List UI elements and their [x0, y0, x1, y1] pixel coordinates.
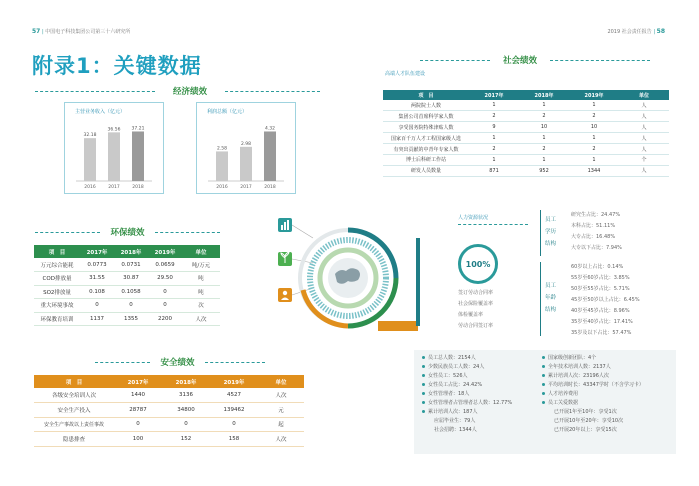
table-cell: 2: [569, 111, 619, 122]
table-cell: 100: [114, 432, 162, 447]
table-cell: 安全生产投入: [34, 403, 114, 418]
table-cell: 1344: [569, 165, 619, 176]
social-left-rule: [420, 60, 490, 61]
safety-col-2018: 2018年: [162, 375, 210, 388]
economic-title: 经济绩效: [172, 87, 207, 97]
table-row: [383, 154, 669, 165]
tick-label: 2016: [84, 185, 96, 190]
profit-chart-box: [196, 102, 296, 194]
hr-sub-label: 人力资源状况: [458, 215, 489, 221]
table-row: [34, 417, 304, 432]
social-col-unit: 单位: [619, 90, 669, 100]
list-item: 员工总人数：2154人: [422, 354, 512, 363]
list-item: 女性员工：526人: [422, 372, 512, 381]
list-item: 累计培训人次：23196人次: [542, 372, 644, 381]
table-cell: 34800: [162, 403, 210, 418]
central-infographic: [268, 208, 428, 348]
table-row: [383, 111, 669, 122]
table-cell: 2: [519, 111, 569, 122]
list-item: 体检覆盖率: [458, 312, 484, 318]
social-sub-label: 高端人才队伍建设: [385, 71, 426, 77]
environment-left-rule: [35, 232, 100, 233]
bar: [132, 131, 144, 181]
safety-right-rule: [205, 362, 265, 363]
table-cell: COD排放量: [34, 272, 80, 286]
hr-rule: [458, 224, 528, 225]
env-col-2019: 2019年: [148, 245, 182, 258]
table-cell: 1: [569, 154, 619, 165]
table-cell: 个: [619, 154, 669, 165]
table-cell: 9: [469, 122, 519, 133]
list-item: 大专占比：16.48%: [571, 234, 616, 240]
table-cell: 0.1058: [114, 285, 148, 299]
economic-right-rule: [225, 91, 320, 92]
list-item: 女性管理者占管理者总人数：12.77%: [422, 399, 512, 408]
list-item: 女性员工占比：24.42%: [422, 381, 512, 390]
list-item: 累计培训人次：187人: [422, 408, 512, 417]
bar: [216, 151, 228, 181]
table-row: [34, 258, 220, 272]
table-cell: 30.87: [114, 272, 148, 286]
list-item: 35岁至40岁占比：17.41%: [571, 319, 633, 325]
list-item: 国家级创新团队：4个: [542, 354, 644, 363]
table-cell: 158: [210, 432, 258, 447]
safety-left-rule: [95, 362, 150, 363]
list-item: 员工关爱数据: [542, 399, 644, 408]
profit-chart-label: 利润总额（亿元）: [207, 109, 248, 115]
table-cell: 2: [469, 111, 519, 122]
right-header-text: 2019 社会责任报告: [607, 29, 652, 35]
bar: [240, 147, 252, 181]
page-title: 附录1：关键数据: [32, 54, 202, 78]
education-label: 员工学历结构: [545, 217, 557, 247]
env-col-2017: 2017年: [80, 245, 114, 258]
table-cell: 1: [469, 133, 519, 144]
list-item: 60岁以上占比：0.14%: [571, 264, 624, 270]
table-cell: 0: [148, 299, 182, 313]
safety-col-2019: 2019年: [210, 375, 258, 388]
data-label: 2.58: [216, 146, 228, 152]
table-cell: 0.108: [80, 285, 114, 299]
table-cell: 1: [569, 133, 619, 144]
table-cell: 1: [469, 100, 519, 111]
hr-rates-list: [458, 288, 528, 332]
stats-left-list: [422, 354, 512, 435]
safety-table: [34, 375, 304, 447]
table-cell: 28787: [114, 403, 162, 418]
table-cell: 4527: [210, 388, 258, 403]
table-cell: 1: [519, 100, 569, 111]
revenue-chart-label: 主营业务收入（亿元）: [75, 109, 126, 115]
table-cell: 0.0731: [114, 258, 148, 272]
age-list: [571, 262, 640, 339]
table-cell: 人: [619, 100, 669, 111]
safety-table-header: [34, 375, 304, 388]
table-cell: 享受国务院特殊津贴人数: [383, 122, 469, 133]
table-row: [383, 165, 669, 176]
table-cell: 万元综合能耗: [34, 258, 80, 272]
stats-right-list: [542, 354, 644, 435]
safety-col-2017: 2017年: [114, 375, 162, 388]
table-row: [383, 100, 669, 111]
bar: [84, 138, 96, 181]
data-label: 2.98: [240, 141, 252, 147]
table-cell: 1440: [114, 388, 162, 403]
tick-label: 2017: [108, 185, 120, 190]
list-item: 40岁至45岁占比：8.96%: [571, 308, 630, 314]
revenue-chart-box: [64, 102, 164, 194]
data-label: 37.21: [131, 126, 145, 132]
data-label: 32.18: [83, 133, 97, 139]
table-cell: 0.0773: [80, 258, 114, 272]
table-cell: 集团公司首席科学家人数: [383, 111, 469, 122]
age-block: [540, 262, 680, 336]
table-cell: 29.50: [148, 272, 182, 286]
chart-icon: [278, 218, 292, 232]
list-item: 社会保险覆盖率: [458, 301, 494, 307]
list-item: 签订劳动合同率: [458, 290, 494, 296]
environment-table: [34, 245, 220, 326]
social-table: [383, 90, 669, 177]
social-title: 社会绩效: [502, 56, 537, 66]
table-cell: 人次: [182, 312, 220, 326]
environment-title: 环保绩效: [110, 228, 145, 238]
hr-percent-circle: [458, 244, 498, 284]
table-cell: 0: [148, 285, 182, 299]
list-item: 劳动合同签订率: [458, 323, 494, 329]
table-cell: 人: [619, 165, 669, 176]
table-cell: 元: [258, 403, 304, 418]
social-col-2019: 2019年: [569, 90, 619, 100]
environment-right-rule: [155, 232, 220, 233]
list-item: 人才培养费用: [542, 390, 644, 399]
table-row: [34, 272, 220, 286]
table-cell: 0: [210, 417, 258, 432]
table-cell: 1355: [114, 312, 148, 326]
education-list: [571, 210, 622, 254]
table-cell: 10: [569, 122, 619, 133]
data-label: 4.32: [264, 126, 276, 132]
left-header: 57 | 中国电子科技集团公司第三十六研究所: [32, 28, 131, 35]
education-block: [540, 210, 670, 256]
table-cell: 有突出贡献的中青年专家人数: [383, 144, 469, 155]
environment-table-header: [34, 245, 220, 258]
table-cell: 吨/万元: [182, 258, 220, 272]
list-item: 50岁至55岁占比：5.71%: [571, 286, 630, 292]
safety-col-unit: 单位: [258, 375, 304, 388]
social-col-2018: 2018年: [519, 90, 569, 100]
table-cell: 0.0659: [148, 258, 182, 272]
table-row: [34, 285, 220, 299]
list-item: 研究生占比：24.47%: [571, 212, 621, 218]
list-item: 少数民族员工人数：24人: [422, 363, 512, 372]
table-cell: 隐患排查: [34, 432, 114, 447]
table-cell: 1: [569, 100, 619, 111]
table-cell: 吨: [182, 272, 220, 286]
list-item: 55岁至60岁占比：3.85%: [571, 275, 630, 281]
worker-icon: [278, 288, 292, 302]
list-item: 已开展10年至20年：享受10次: [554, 418, 624, 424]
table-cell: 952: [519, 165, 569, 176]
table-cell: 环保教育培训: [34, 312, 80, 326]
list-item: 已开展20年以上：享受15次: [554, 427, 617, 433]
list-item: 社会招聘：1344人: [434, 427, 477, 433]
table-cell: 人: [619, 133, 669, 144]
tick-label: 2018: [132, 185, 144, 190]
table-cell: 国家百千万人才工程国家级人选: [383, 133, 469, 144]
table-cell: 3136: [162, 388, 210, 403]
table-cell: 重大环境事故: [34, 299, 80, 313]
table-cell: SO2排放量: [34, 285, 80, 299]
table-cell: 人: [619, 144, 669, 155]
table-cell: 10: [519, 122, 569, 133]
list-item: 女性管理者：18人: [422, 390, 512, 399]
tick-label: 2017: [240, 185, 252, 190]
table-row: [34, 432, 304, 447]
social-right-rule: [550, 60, 650, 61]
table-row: [383, 122, 669, 133]
hr-percent-value: 100%: [465, 259, 491, 269]
safety-title: 安全绩效: [160, 358, 195, 368]
table-cell: 152: [162, 432, 210, 447]
table-cell: 人: [619, 122, 669, 133]
table-cell: 次: [182, 299, 220, 313]
safety-col-item: 项 目: [34, 375, 114, 388]
table-cell: 0: [114, 417, 162, 432]
table-cell: 2: [569, 144, 619, 155]
plant-icon: [278, 252, 292, 266]
bar: [108, 132, 120, 181]
right-page-number: 58: [656, 28, 665, 35]
table-cell: 1: [519, 154, 569, 165]
list-item: 全年技术培训人数：2137人: [542, 363, 644, 372]
list-item: 大专以下占比：7.94%: [571, 245, 622, 251]
table-row: [383, 144, 669, 155]
list-item: 平均培训时长：43347学时（不含学习卡）: [542, 381, 644, 390]
table-row: [383, 133, 669, 144]
list-item: 已开展1年至10年：享受1次: [554, 409, 617, 415]
table-cell: 人: [619, 111, 669, 122]
env-col-item: 项 目: [34, 245, 80, 258]
connector-line: [292, 225, 313, 238]
social-table-header: [383, 90, 669, 100]
table-row: [34, 299, 220, 313]
env-col-2018: 2018年: [114, 245, 148, 258]
list-item: 35岁及以下占比：57.47%: [571, 330, 632, 336]
left-page-number: 57: [32, 28, 41, 35]
table-cell: 各级安全培训人次: [34, 388, 114, 403]
table-cell: 人次: [258, 388, 304, 403]
profit-chart: [197, 115, 295, 193]
table-cell: 博士后科研工作站: [383, 154, 469, 165]
list-item: 本科占比：51.11%: [571, 223, 616, 229]
table-row: [34, 388, 304, 403]
table-cell: 1137: [80, 312, 114, 326]
table-cell: 2200: [148, 312, 182, 326]
social-col-2017: 2017年: [469, 90, 519, 100]
table-cell: 起: [258, 417, 304, 432]
tick-label: 2018: [264, 185, 276, 190]
table-cell: 1: [519, 133, 569, 144]
table-cell: 1: [469, 154, 519, 165]
left-header-text: 中国电子科技集团公司第三十六研究所: [45, 29, 131, 35]
table-cell: 研发人员数量: [383, 165, 469, 176]
table-cell: 2: [469, 144, 519, 155]
tick-label: 2016: [216, 185, 228, 190]
table-cell: 两院院士人数: [383, 100, 469, 111]
table-cell: 人次: [258, 432, 304, 447]
revenue-chart: [65, 115, 163, 193]
table-cell: 0: [162, 417, 210, 432]
table-cell: 安全生产事故以上责任事故: [34, 417, 114, 432]
table-cell: 31.55: [80, 272, 114, 286]
social-col-item: 项 目: [383, 90, 469, 100]
table-row: [34, 403, 304, 418]
bar: [264, 131, 276, 181]
table-cell: 139462: [210, 403, 258, 418]
table-cell: 871: [469, 165, 519, 176]
table-cell: 吨: [182, 285, 220, 299]
data-label: 36.56: [107, 127, 121, 133]
table-cell: 2: [519, 144, 569, 155]
stats-panel: [414, 350, 676, 454]
table-cell: 0: [80, 299, 114, 313]
economic-left-rule: [35, 91, 155, 92]
list-item: 45岁至50岁以上占比：6.45%: [571, 297, 640, 303]
right-header: 2019 社会责任报告 | 58: [607, 28, 665, 35]
env-col-unit: 单位: [182, 245, 220, 258]
list-item: 应届毕业生：79人: [434, 418, 476, 424]
table-row: [34, 312, 220, 326]
age-label: 员工年龄结构: [545, 283, 557, 313]
table-cell: 0: [114, 299, 148, 313]
